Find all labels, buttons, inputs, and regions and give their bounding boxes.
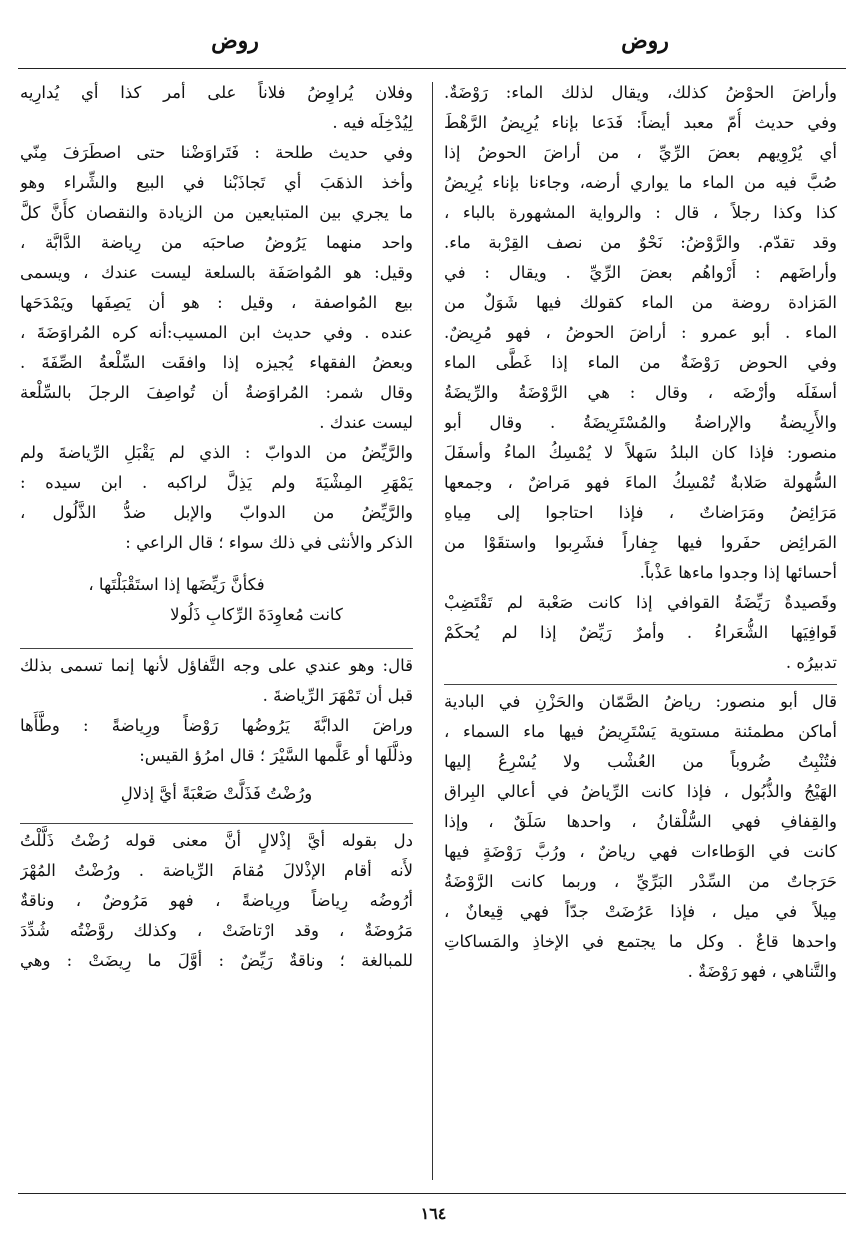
text-line: وأراضَ الحوْضُ كذلك، ويقال لذلك الماء: رَوْضَةٌ. [444,83,837,102]
text-line: المَزادة روضة من الماء كقولك فيها شَوَلٌ من [444,293,837,312]
text-line: وفي حديث أُمّ معبد أيضاً: فَدَعا بإناء يُرِيضُ الرَّهْطَ [444,113,837,132]
text-line: صُبَّ فيه من الماء ما يواري أرضه، وجاءنا بإناء يُرِيضُ [444,173,837,192]
text-line: لِيُدْخِلَه فيه . [332,113,413,132]
footer-rule [18,1193,846,1194]
text-line: للمبالغة ؛ وناقةٌ رَيِّضٌ : أوَّلَ ما رِيضَتْ : وهي [20,951,413,970]
verse-line: فكأنَّ رَيِّضَها إذا استَقْبَلْتَها ، [88,575,265,594]
verse-line: كانت مُعاوِدَةَ الرِّكابِ ذَلُولا [170,605,343,624]
text-line: أماكن مطمئنة مستوية يَسْتَرِيضُ فيها ماء السماء ، [444,722,837,741]
text-line: مِيلاً في ميل ، فإذا عَرُضَتْ جدّاً فهي قِيعانٌ ، [444,902,837,921]
text-line: مَرَائِضُ ومَرَاضاتٌ ، فإذا احتاجوا إلى مِياهِ [444,503,837,522]
text-line: قال: وهو عندي على وجه التَّفاؤل لأنها إنما تسمى بذلك [20,648,413,681]
text-line: واحد منهما يَرُوضُ صاحبَه من رِياضة الدَّابَّة ، [20,233,413,252]
text-line: السُّهولة صَلابةٌ تُمْسِكُ الماءَ فهو مَراضٌ ، وجمعها [444,473,837,492]
verse-line: ورُضْتُ فَذَلَّتْ صَعْبَةً أيَّ إذلالِ [120,784,313,803]
verse-spacer [20,809,413,817]
text-line: قبل أن تَمْهَرَ الرِّياضةَ . [262,686,413,705]
text-line: وقد تقدّم. والرَّوْضُ: نَحْوٌ من نصف القِرْبة ماء. [444,233,837,252]
text-line: والرَّيِّضُ من الدوابّ والإبل ضدُّ الذَّلُول ، [20,503,413,522]
text-line: دل بقوله أيَّ إذْلالٍ أنَّ معنى قوله رُضْتُ ذَلَّلْتُ [20,823,413,856]
text-line: أحسائها إذا وجدوا ماءها عَذْباً. [639,563,837,582]
running-head-right: روض [621,28,669,54]
column-divider [432,82,433,1180]
left-column [20,78,413,1186]
verse-spacer [20,630,413,642]
text-line: وقَصيدةٌ رَيِّضَةُ القوافي إذا كانت صَعْبة لم تَقْتَضِبْ [444,593,837,612]
text-line: كذا وكذا رجلاً ، قال : والرواية المشهورة بالباء ، [444,203,837,222]
text-line: وفي حديث طلحة : فَتَراوَضْنا حتى اصطَرَفَ مِنّي [20,143,413,162]
text-line: وقال شمر: المُراوَضةُ أن تُواصِفَ الرجلَ بالسِّلْعة [20,383,413,402]
text-line: والتَّناهي ، فهو رَوْضَةٌ . [687,962,837,981]
text-line: عنده . وفي حديث ابن المسيب:أنه كره المُراوَضَةَ ، [20,323,413,342]
text-line: وراضَ الدابَّةَ يَرُوضُها رَوْضاً ورِياضةً : وطَّأَها [20,716,413,735]
text-line: بيع المُواصفة ، وقيل : هو أن يَصِفَها ويَمْدَحَها [20,293,413,312]
text-line: والأَرِيضةُ والإراضةُ والمُسْتَرِيضَةُ . وقال أبو [444,413,837,432]
text-line: والقِفافِ فهي السُّلْقانُ ، واحدها سَلَقٌ ، وإذا [444,812,837,831]
verse-spacer [20,558,413,570]
text-line: منصور: فإذا كان البلدُ سَهلاً لا يُمْسِكُ الماءُ وأسفَلَ [444,443,837,462]
text-line: والرَّيِّضُ من الدوابّ : الذي لم يَقْبَلِ الرِّياضةَ ولم [20,443,413,462]
text-line: حَرَجاتٌ من السِّدْر البَرِّيِّ ، وربما كانت الرَّوْضَةُ [444,872,837,891]
text-line: مَرُوضَةٌ ، وقد ارْتاضَتْ ، وكذلك روَّضْتُه شُدِّدَ [20,921,413,940]
text-line: وذلَّلَها أو عَلَّمها السَّيْرَ ؛ قال امرُؤ القيس: [139,746,413,765]
text-line: قَوافِيَها الشُّعَراءُ . وأمرٌ رَيِّضٌ إذا لم يُحكَمْ [444,623,837,642]
right-column [444,78,837,1186]
text-line: كانت في الوَطاءات فهي رياضٌ ، ورُبَّ رَوْضَةٍ فيها [444,842,837,861]
header-rule [18,68,846,69]
text-line: وفلان يُراوِضُ فلاناً على أمر كذا أي يُدارِيه [20,83,413,102]
verse-spacer [20,771,413,779]
text-line: يَمْهَرِ المِشْيَةَ ولم يَذِلَّ لراكبه . ابن سيده : [20,473,413,492]
text-line: وقيل: هو المُواصَفَة بالسلعة ليست عندك ، ويسمى [20,263,413,282]
text-line: الماء . أبو عمرو : أراضَ الحوضُ ، فهو مُرِيضٌ. [444,323,837,342]
text-line: ما يجري بين المتبايعين من الزيادة والنقصان كأَنَّ كلَّ [20,203,413,222]
text-line: الذكر والأنثى في ذلك سواء ؛ قال الراعي : [125,533,413,552]
text-line: وأخذ الذهَبَ أي تَجاذَبْنا في البيع والشِّراء وهو [20,173,413,192]
text-line: وأراضَهم : أَرْواهُم بعضَ الرِّيِّ . ويقال : في [444,263,837,282]
text-line: وفي الحوض رَوْضَةٌ من الماء إذا غَطَّى الماء [444,353,837,372]
text-line: تدبيرُه . [785,653,837,672]
text-line: أي يُرْوِيهم بعضَ الرِّيِّ ، من أراضَ الحوضُ إذا [444,143,837,162]
page-number: ١٦٤ [420,1204,447,1223]
text-line: أرُوضُه رِياضاً ورِياضةً ، فهو مَرُوضٌ ، وناقةٌ [20,891,413,910]
text-line: واحدها قاعٌ . وكل ما يجتمع في الإخاذِ والمَساكاتِ [444,932,837,951]
text-line: لأَنه أقام الإذْلالَ مُقامَ الرِّياضة . ورُضْتُ المُهْرَ [20,861,413,880]
text-line: المَرائِض حفَروا فيها جِفاراً فشَرِبوا واستقَوْا من [444,533,837,552]
text-line: ليست عندك . [319,413,413,432]
text-line: قال أبو منصور: رياضُ الصَّمّان والحَزْنِ في البادية [444,684,837,717]
text-line: فتُنْبِتُ ضُروباً من العُشْب ولا يُسْرِعُ إليها [444,752,837,771]
text-line: الهَيْجُ والذُّبُول ، فإذا كانت الرِّياضُ في أعالي البِراق [444,782,837,801]
text-line: أسفَلَه وأرْضَه ، وقال : هي الرَّوْضَةُ والرِّيضَةُ [444,383,837,402]
text-line: وبعضُ الفقهاء يُجيزه إذا وافقَت السِّلْعةُ الصِّفَةَ . [20,353,413,372]
running-head-left: روض [211,28,259,54]
